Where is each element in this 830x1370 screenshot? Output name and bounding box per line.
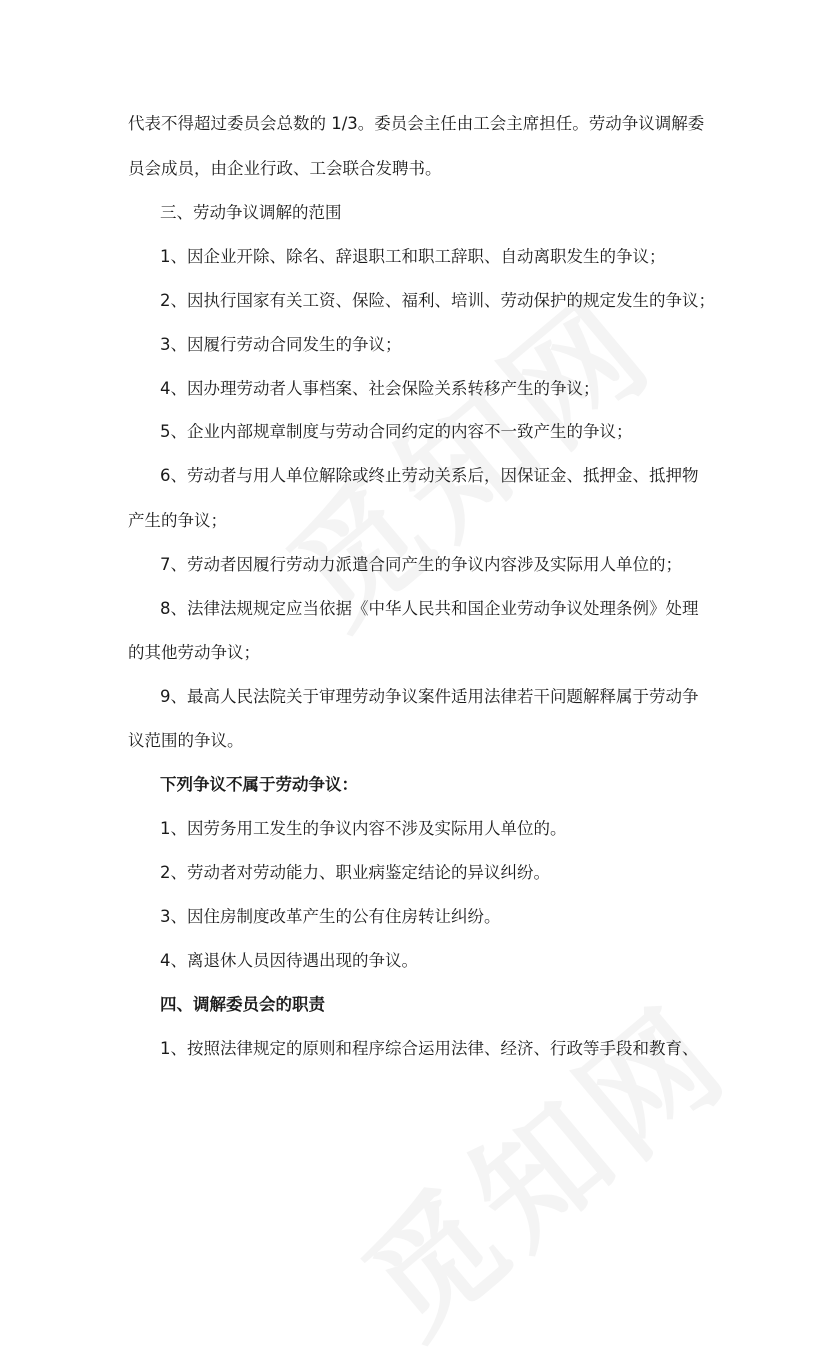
list-item: 1、按照法律规定的原则和程序综合运用法律、经济、行政等手段和教育、 <box>160 1039 699 1058</box>
list-item: 2、因执行国家有关工资、保险、福利、培训、劳动保护的规定发生的争议； <box>160 291 715 310</box>
section-heading: 三、劳动争议调解的范围 <box>160 203 342 222</box>
list-item: 2、劳动者对劳动能力、职业病鉴定结论的异议纠纷。 <box>160 863 550 882</box>
list-item-continued: 的其他劳动争议； <box>128 643 260 662</box>
paragraph-line: 员会成员，由企业行政、工会联合发聘书。 <box>128 159 442 178</box>
paragraph-line: 代表不得超过委员会总数的 1/3。委员会主任由工会主席担任。劳动争议调解委 <box>128 114 705 133</box>
list-item: 1、因企业开除、除名、辞退职工和职工辞职、自动离职发生的争议； <box>160 247 666 266</box>
section-heading: 四、调解委员会的职责 <box>160 995 325 1014</box>
list-item: 8、法律法规规定应当依据《中华人民共和国企业劳动争议处理条例》处理 <box>160 599 699 618</box>
list-item-continued: 议范围的争议。 <box>128 731 244 750</box>
list-item: 4、离退休人员因待遇出现的争议。 <box>160 951 418 970</box>
watermark <box>319 957 761 1370</box>
list-item: 1、因劳务用工发生的争议内容不涉及实际用人单位的。 <box>160 819 567 838</box>
list-item: 4、因办理劳动者人事档案、社会保险关系转移产生的争议； <box>160 379 600 398</box>
list-item: 6、劳动者与用人单位解除或终止劳动关系后，因保证金、抵押金、抵押物 <box>160 466 699 485</box>
list-item: 7、劳动者因履行劳动力派遣合同产生的争议内容涉及实际用人单位的； <box>160 555 682 574</box>
list-item: 3、因住房制度改革产生的公有住房转让纠纷。 <box>160 907 501 926</box>
list-item-continued: 产生的争议； <box>128 511 227 530</box>
list-item: 9、最高人民法院关于审理劳动争议案件适用法律若干问题解释属于劳动争 <box>160 687 699 706</box>
list-item: 3、因履行劳动合同发生的争议； <box>160 335 402 354</box>
subsection-heading: 下列争议不属于劳动争议： <box>160 775 358 794</box>
list-item: 5、企业内部规章制度与劳动合同约定的内容不一致产生的争议； <box>160 422 633 441</box>
